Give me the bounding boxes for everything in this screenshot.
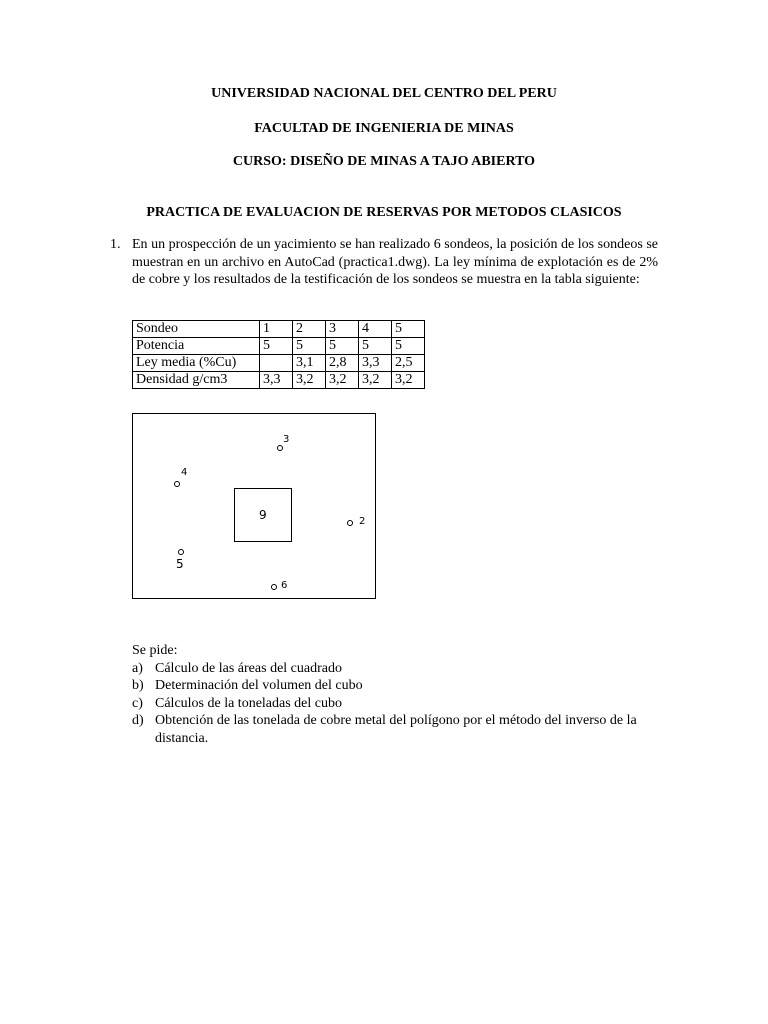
table-cell: 5 [359, 338, 392, 355]
list-item [132, 695, 662, 713]
list-marker: a) [132, 660, 143, 676]
drillhole-label-2: 2 [359, 516, 366, 527]
table-row [133, 355, 425, 372]
table-cell: 3,2 [359, 372, 392, 389]
drillhole-marker-4 [174, 481, 180, 487]
table-cell: 3,1 [293, 355, 326, 372]
table-row [133, 372, 425, 389]
table-cell: 5 [260, 338, 293, 355]
list-marker: b) [132, 678, 144, 693]
list-item-text: Cálculo de las áreas del cuadrado [155, 660, 342, 676]
table-cell: 5 [326, 338, 359, 355]
table-cell: 3,2 [392, 372, 425, 389]
table-cell: 3,2 [326, 372, 359, 389]
drillhole-table [132, 320, 425, 389]
list-item-text: Cálculos de la toneladas del cubo [155, 695, 342, 711]
table-cell: 5 [392, 338, 425, 355]
course-heading: CURSO: DISEÑO DE MINAS A TAJO ABIERTO [232, 154, 536, 169]
table-cell: 2,8 [326, 355, 359, 372]
university-heading: UNIVERSIDAD NACIONAL DEL CENTRO DEL PERU [211, 86, 557, 101]
list-marker: c) [132, 695, 143, 711]
drillhole-marker-6 [271, 584, 277, 590]
problem-statement: En un prospección de un yacimiento se han realizado 6 sondeos, la posición de los sondeos se muestran en un archivo en AutoCad (practica1.dwg). La ley mínima de explotación es de 2% de cobre y los resultados de la testificación de los sondeos se muestra en la tabla siguiente: [132, 237, 658, 287]
table-cell: Sondeo [133, 321, 260, 338]
table-cell: 3 [326, 321, 359, 338]
table-cell: Potencia [133, 338, 260, 355]
table-cell: 3,3 [359, 355, 392, 372]
table-cell: Densidad g/cm3 [133, 372, 260, 389]
drillhole-label-5: 5 [176, 557, 184, 571]
table-row [133, 321, 425, 338]
drillhole-label-3: 3 [283, 434, 290, 445]
table-cell: 3,3 [260, 372, 293, 389]
practice-title: PRACTICA DE EVALUACION DE RESERVAS POR METODOS CLASICOS [146, 205, 622, 220]
list-item [132, 712, 662, 747]
table-cell: 5 [293, 338, 326, 355]
drillhole-label-4: 4 [181, 467, 188, 478]
list-marker: d) [132, 713, 144, 728]
table-cell [260, 355, 293, 372]
faculty-heading: FACULTAD DE INGENIERIA DE MINAS [254, 121, 514, 136]
table-cell: 4 [359, 321, 392, 338]
square-label-9: 9 [259, 508, 267, 522]
table-cell: 1 [260, 321, 293, 338]
drillhole-location-figure [132, 413, 376, 599]
table-row [133, 338, 425, 355]
table-cell: Ley media (%Cu) [133, 355, 260, 372]
drillhole-marker-2 [347, 520, 353, 526]
task-list [132, 642, 662, 747]
table-cell: 3,2 [293, 372, 326, 389]
table-cell: 2,5 [392, 355, 425, 372]
list-item [132, 660, 662, 678]
list-item-text: Obtención de las tonelada de cobre metal del polígono por el método del inverso de la distancia. [155, 713, 637, 746]
table-cell: 2 [293, 321, 326, 338]
list-item-text: Determinación del volumen del cubo [155, 678, 363, 693]
table-cell: 5 [392, 321, 425, 338]
list-item [132, 677, 662, 695]
drillhole-marker-3 [277, 445, 283, 451]
drillhole-label-6: 6 [281, 580, 288, 591]
drillhole-marker-5 [178, 549, 184, 555]
problem-number: 1. [110, 237, 121, 252]
task-intro: Se pide: [132, 643, 178, 658]
